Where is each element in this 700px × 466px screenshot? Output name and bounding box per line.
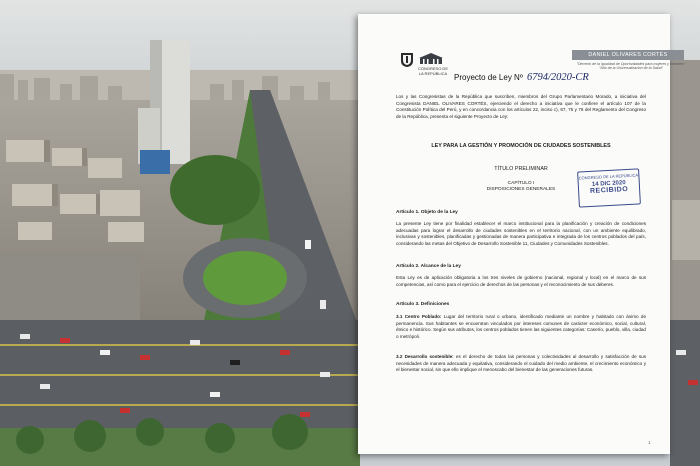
- chapter-number: CAPÍTULO I: [507, 181, 535, 186]
- slogans: [572, 62, 690, 71]
- article-2-heading: Artículo 2. Alcance de la Ley: [396, 264, 461, 269]
- stamp-top: CONGRESO DE LA REPÚBLICA: [578, 172, 639, 181]
- author-badge: DANIEL OLIVARES CORTÉS: [572, 50, 684, 60]
- definition-1-term: 3.1 Centro Poblado:: [396, 314, 442, 319]
- congress-name: CONGRESO DE LA REPÚBLICA: [417, 66, 448, 76]
- bill-label: Proyecto de Ley Nº: [454, 73, 523, 82]
- tree-cluster: [170, 155, 260, 225]
- congress-building-icon: [418, 52, 444, 66]
- definition-2-text: es el derecho de todas las personas y colectividades al desarrollo y satisfacción de sus necesidades de manera adecuada y equitativa, considerando el cuidado del medio ambiente, el crecimiento económico y el bienestar social, sin que ello implique el menoscabo del bienestar de las generaciones futuras.: [396, 354, 646, 373]
- bill-number: 6794/2020-CR: [526, 72, 589, 83]
- slogan-1: "Decenio de la Igualdad de Oportunidades para mujeres y hombres": [576, 62, 686, 66]
- titulo-preliminar: TÍTULO PRELIMINAR: [494, 166, 548, 172]
- stamp-word: RECIBIDO: [589, 186, 629, 195]
- definition-2-term: 3.2 Desarrollo sostenible:: [396, 354, 454, 359]
- bill-number-line: [454, 72, 589, 83]
- article-2-text: Esta Ley es de aplicación obligatoria a los tres niveles de gobierno (nacional, regional y local) en el marco de sus competencias, así como para el ejercicio de derechos de las personas y el reconocimiento de sus deberes.: [396, 275, 646, 287]
- blue-building: [140, 150, 170, 174]
- intro-paragraph: Los y las Congresistas de la República que suscriben, miembros del Grupo Parlamentario Morado, a iniciativa del Congresista DANIEL OLIVARES CORTÉS, ejerciendo el derecho a iniciativa que le confiere el artículo 107 de la Constitución Política del Perú, y en concordancia con los artículos 22, inciso c), 67, 75 y 76 del Reglamento del Congreso de la República, presenta el siguiente Proyecto de Ley:: [396, 94, 646, 119]
- definition-1: [396, 314, 646, 340]
- parking-lot: [0, 252, 140, 320]
- chapter-name: DISPOSICIONES GENERALES: [486, 187, 556, 192]
- article-1-heading: Artículo 1. Objeto de la Ley: [396, 210, 458, 215]
- definition-2: [396, 354, 646, 374]
- page-number: 1: [648, 440, 651, 445]
- roundabout-lawn: [203, 251, 287, 305]
- definition-1-text: Lugar del territorio rural o urbano, identificado mediante un nombre y habitado con ánimo de permanencia. Sus habitantes se encuentran vinculados por intereses comunes de carácter económico, social, cultural, étnico e histórico. Según sus atributos, los centros poblados tienen las siguientes categorías: Caserío, pueblo, villa, ciudad o metrópoli.: [396, 314, 647, 339]
- article-1-text: La presente Ley tiene por finalidad establecer el marco institucional para la planificación y creación de condiciones adecuadas para lograr el desarrollo de ciudades sostenibles en el territorio nacional, con un ambiente equilibrado, inclusivas y sostenibles, planificadas y gestionadas de manera participativa e integrada de los centros poblados del país, considerando las metas del Objetivo de Desarrollo Sostenible 11, Ciudades y Comunidades Sostenibles.: [396, 221, 646, 246]
- received-stamp: [577, 168, 641, 207]
- slogan-2: "Año de la Universalización de la Salud": [599, 66, 663, 71]
- stamp-date: 14 DIC 2020: [591, 180, 626, 188]
- coat-of-arms-icon: [400, 52, 414, 68]
- bill-document: [358, 14, 686, 454]
- law-title: LEY PARA LA GESTIÓN Y PROMOCIÓN DE CIUDADES SOSTENIBLES: [431, 143, 611, 149]
- article-3-heading: Artículo 3. Definiciones: [396, 302, 450, 307]
